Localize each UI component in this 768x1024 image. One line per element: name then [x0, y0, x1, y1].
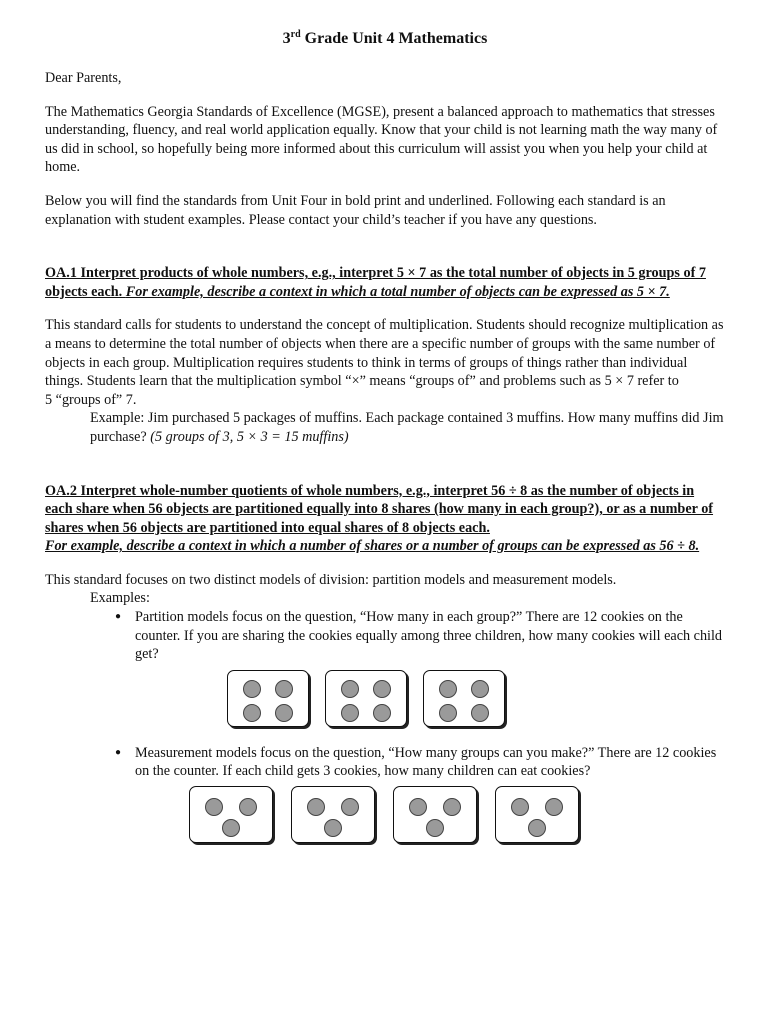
page-title: [45, 28, 725, 50]
cookie-dot: [373, 704, 391, 722]
oa1-standard-text: OA.1 Interpret products of whole numbers, e.g., interpret 5 × 7 as the total number of objects in 5 groups of 7 objects each.: [45, 265, 706, 300]
cookie-dot: [324, 819, 342, 837]
oa1-standard-example: For example, describe a context in which a total number of objects can be expressed as 5 × 7.: [125, 283, 670, 300]
cookie-dot: [243, 680, 261, 698]
cookie-dot: [545, 798, 563, 816]
cookie-dot: [373, 680, 391, 698]
cookie-dot: [528, 819, 546, 837]
cookie-dot: [243, 704, 261, 722]
title-rest: Grade Unit 4 Mathematics: [300, 30, 488, 47]
cookie-dot: [471, 704, 489, 722]
cookie-dot: [307, 798, 325, 816]
cookie-dot: [341, 704, 359, 722]
oa2-explanation: This standard focuses on two distinct models of division: partition models and measurement models.: [45, 571, 617, 588]
measurement-model-bullet: ● Measurement models focus on the question, “How many groups can you make?” There are 12 cookies on the counter. If each child gets 3 cookies, how many children can eat cookies?: [135, 744, 725, 781]
cookie-group-box: [227, 670, 309, 727]
cookie-group-box: [291, 786, 375, 843]
cookie-dot: [443, 798, 461, 816]
intro-paragraph-1: The Mathematics Georgia Standards of Excellence (MGSE), present a balanced approach to mathematics that stresses understanding, fluency, and real world application equally. Know that your child is not learning math the way many of us did in school, so hopefully being more informed about this curriculum will assist you when you help your child at home.: [45, 103, 718, 176]
partition-groups-diagram: [45, 670, 725, 732]
intro-paragraph-2: Below you will find the standards from Unit Four in bold print and underlined. Following each standard is an explanation with student examples. Please contact your child’s teacher if you have any questions.: [45, 192, 666, 228]
cookie-group-box: [393, 786, 477, 843]
oa1-example-text: Example: Jim purchased 5 packages of muffins. Each package contained 3 muffins. How many muffins did Jim purchase?: [90, 410, 724, 445]
oa1-explanation: This standard calls for students to understand the concept of multiplication. Students should recognize multiplication as a means to determine the total number of objects when there are a specific number of groups with the same number of objects in each group. Multiplication requires students to think in terms of groups of things rather than individual things. Students learn that the multiplication symbol “×” means “groups of” and problems such as 5 × 7 refer to: [45, 317, 724, 390]
document-page: [45, 28, 725, 848]
cookie-group-box: [189, 786, 273, 843]
cookie-group-box: [495, 786, 579, 843]
cookie-dot: [275, 680, 293, 698]
oa2-examples-label: Examples:: [90, 590, 150, 607]
oa1-example: [90, 409, 725, 446]
cookie-dot: [341, 798, 359, 816]
oa1-explanation-tail: 5 “groups of” 7.: [45, 391, 137, 408]
cookie-dot: [439, 704, 457, 722]
cookie-dot: [222, 819, 240, 837]
salutation: Dear Parents,: [45, 70, 122, 86]
oa1-standard: [45, 264, 725, 301]
oa2-standard: OA.2 Interpret whole-number quotients of whole numbers, e.g., interpret 56 ÷ 8 as the number of objects in each share when 56 objects are partitioned equally into 8 shares (how many in each group?), or as a number of shares when 56 objects are partitioned into equal shares of 8 objects each.: [45, 482, 714, 536]
partition-model-bullet: ● Partition models focus on the question, “How many in each group?” There are 12 cookies on the counter. If you are sharing the cookies equally among three children, how many cookies will each child get?: [135, 608, 725, 664]
cookie-dot: [239, 798, 257, 816]
cookie-dot: [511, 798, 529, 816]
title-lead: 3: [282, 30, 291, 47]
cookie-group-box: [325, 670, 407, 727]
oa1-example-answer: (5 groups of 3, 5 × 3 = 15 muffins): [150, 428, 349, 445]
oa2-standard-example: For example, describe a context in which a number of shares or a number of groups can be expressed as 56 ÷ 8.: [45, 538, 700, 555]
cookie-dot: [275, 704, 293, 722]
cookie-dot: [341, 680, 359, 698]
cookie-group-box: [423, 670, 505, 727]
cookie-dot: [439, 680, 457, 698]
measurement-groups-diagram: [45, 786, 725, 848]
cookie-dot: [205, 798, 223, 816]
cookie-dot: [409, 798, 427, 816]
cookie-dot: [426, 819, 444, 837]
cookie-dot: [471, 680, 489, 698]
title-superscript: rd: [290, 29, 301, 40]
